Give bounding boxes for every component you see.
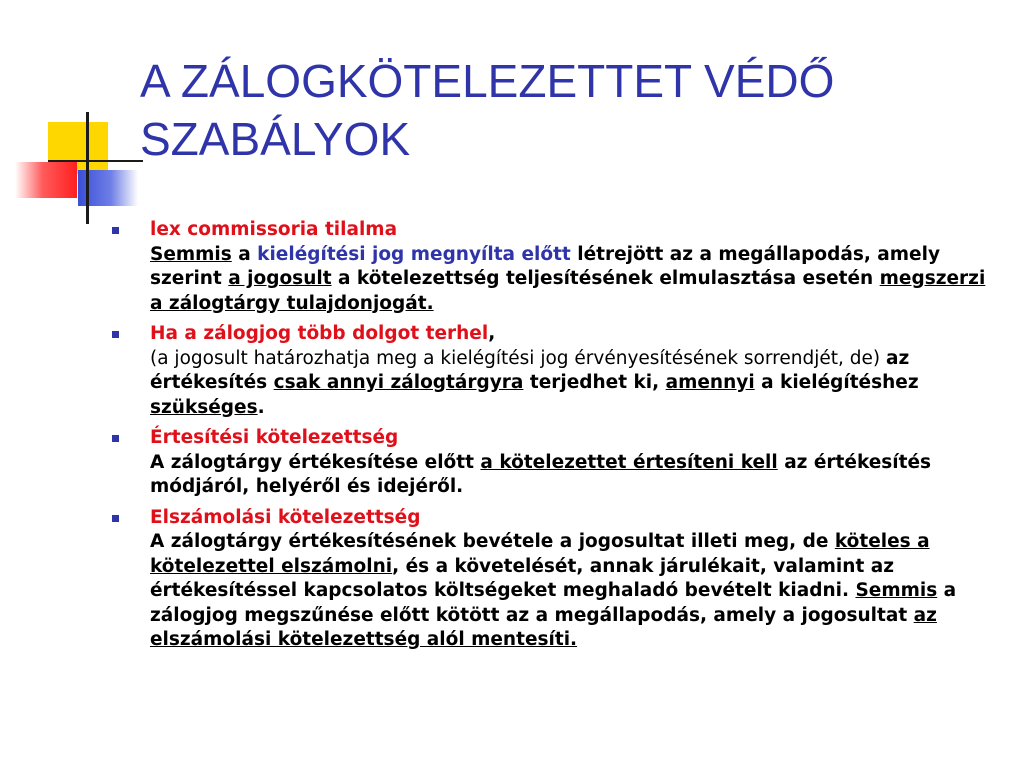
bullet-list	[108, 218, 993, 659]
text-segment: .	[257, 396, 265, 418]
text-segment: terjedhet ki,	[523, 372, 666, 393]
item-text	[150, 218, 993, 316]
text-segment: (a jogosult határozhatja meg a kielégítési jog érvényesítésének sorrendjét, de)	[150, 347, 886, 369]
list-item-lex-commissoria	[108, 218, 993, 316]
bullet-square-icon	[112, 227, 119, 234]
decor-horizontal-line	[48, 160, 143, 162]
bullet-square-icon	[112, 331, 119, 338]
decor-red-bar	[15, 162, 77, 198]
bullet-square-icon	[112, 515, 119, 522]
slide-title	[140, 52, 1000, 168]
title-line-2: SZABÁLYOK	[140, 113, 411, 165]
item-heading: lex commissoria tilalma	[150, 219, 398, 240]
list-item-elszamolasi	[108, 506, 993, 653]
item-text	[150, 322, 993, 420]
emph-semmis: Semmis	[855, 580, 938, 601]
text-segment: , és a követelését, annak járulékait, valamint az értékesítéssel kapcsolatos költségeket meghaladó bevételt kiadni.	[150, 555, 894, 601]
text-segment: ,	[488, 323, 496, 344]
decor-vertical-line	[86, 112, 89, 224]
text-segment: A zálogtárgy értékesítésének bevétele a jogosultat illeti meg, de	[150, 531, 835, 552]
text-segment: a zálogjog megszűnése előtt kötött az a megállapodás, amely a jogosultat	[150, 580, 957, 626]
emph-amennyi: amennyi	[665, 372, 755, 393]
list-item-ertesitesi	[108, 426, 993, 500]
emph-a-jogosult: a jogosult	[228, 268, 332, 289]
item-text	[150, 506, 993, 653]
text-segment: az értékesítés	[150, 347, 910, 393]
emph-mentesiti: az elszámolási kötelezettség alól mentesíti.	[150, 604, 937, 650]
text-segment: A zálogtárgy értékesítése előtt	[150, 451, 481, 473]
emph-kielegitesi-jog: kielégítési jog megnyílta előtt	[257, 243, 571, 265]
emph-semmis: Semmis	[150, 243, 232, 265]
text-segment: az értékesítés módjáról, helyéről és idejéről.	[150, 451, 932, 497]
text-segment: a kötelezettség teljesítésének elmulasztása esetén	[331, 268, 880, 289]
title-line-1: A ZÁLOGKÖTELEZETTET VÉDŐ	[140, 55, 835, 107]
list-item-tobb-dolog	[108, 322, 993, 420]
item-heading: Elszámolási kötelezettség	[150, 506, 421, 528]
emph-ertesiteni-kell: a kötelezettet értesíteni kell	[480, 451, 778, 473]
emph-szukseges: szükséges	[150, 396, 258, 418]
emph-csak-annyi: csak annyi zálogtárgyra	[273, 372, 524, 393]
item-text	[150, 426, 993, 500]
bullet-square-icon	[112, 435, 119, 442]
text-segment: a	[231, 243, 258, 265]
item-heading: Ha a zálogjog több dolgot terhel	[150, 323, 489, 344]
emph-koteles-elszamolni: köteles a kötelezettel elszámolni	[150, 531, 930, 577]
text-segment: létrejött az a megállapodás, amely szerint	[150, 243, 941, 289]
text-segment: a kielégítéshez	[754, 372, 919, 393]
emph-tulajdonjog: megszerzi a zálogtárgy tulajdonjogát.	[150, 268, 986, 314]
item-heading: Értesítési kötelezettség	[150, 427, 399, 448]
